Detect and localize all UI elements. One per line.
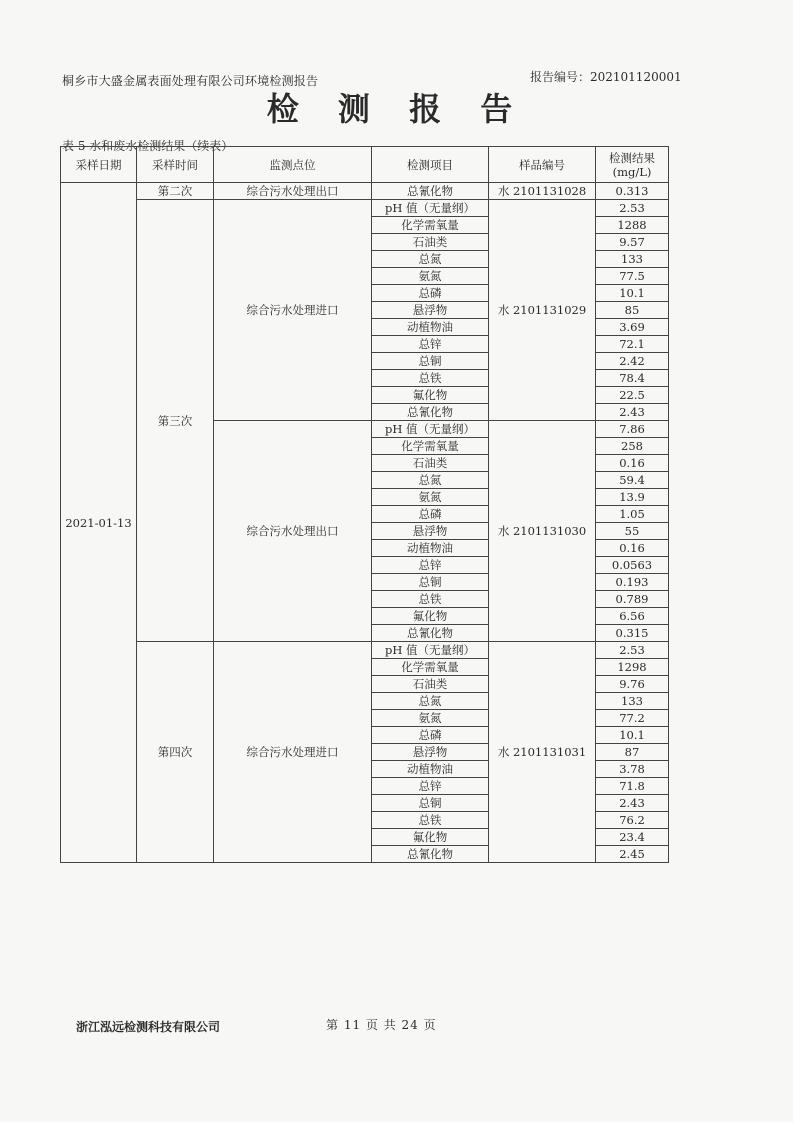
test-item-cell: 总氮 — [372, 693, 489, 710]
result-value-cell: 133 — [596, 251, 669, 268]
test-item-cell: 总磷 — [372, 727, 489, 744]
result-value-cell: 0.313 — [596, 183, 669, 200]
test-item-cell: 总铜 — [372, 353, 489, 370]
test-item-cell: 总氰化物 — [372, 846, 489, 863]
test-item-cell: 总氮 — [372, 472, 489, 489]
result-value-cell: 9.76 — [596, 676, 669, 693]
test-item-cell: 悬浮物 — [372, 523, 489, 540]
result-value-cell: 0.0563 — [596, 557, 669, 574]
col-header-item: 检测项目 — [372, 147, 489, 183]
result-value-cell: 10.1 — [596, 727, 669, 744]
table-header-row — [61, 147, 669, 183]
test-item-cell: 总氮 — [372, 251, 489, 268]
test-item-cell: 动植物油 — [372, 761, 489, 778]
result-value-cell: 87 — [596, 744, 669, 761]
col-header-location: 监测点位 — [214, 147, 372, 183]
result-value-cell: 7.86 — [596, 421, 669, 438]
result-value-cell: 76.2 — [596, 812, 669, 829]
test-item-cell: 总氰化物 — [372, 404, 489, 421]
test-item-cell: 动植物油 — [372, 540, 489, 557]
test-item-cell: 悬浮物 — [372, 302, 489, 319]
test-item-cell: 总铁 — [372, 370, 489, 387]
col-header-date: 采样日期 — [61, 147, 137, 183]
test-item-cell: 氨氮 — [372, 710, 489, 727]
result-value-cell: 85 — [596, 302, 669, 319]
result-value-cell: 0.193 — [596, 574, 669, 591]
table-row — [61, 642, 669, 659]
test-item-cell: 总氰化物 — [372, 625, 489, 642]
result-value-cell: 77.2 — [596, 710, 669, 727]
result-value-cell: 2.42 — [596, 353, 669, 370]
table-row — [61, 200, 669, 217]
result-value-cell: 9.57 — [596, 234, 669, 251]
sample-number-cell: 水 2101131030 — [489, 421, 596, 642]
result-value-cell: 2.43 — [596, 404, 669, 421]
result-value-cell: 1288 — [596, 217, 669, 234]
result-value-cell: 78.4 — [596, 370, 669, 387]
report-number: 报告编号：202101120001 — [530, 70, 682, 84]
company-header: 桐乡市大盛金属表面处理有限公司环境检测报告 — [62, 74, 319, 88]
test-item-cell: 石油类 — [372, 234, 489, 251]
test-item-cell: 总锌 — [372, 778, 489, 795]
result-value-cell: 22.5 — [596, 387, 669, 404]
test-item-cell: 氟化物 — [372, 608, 489, 625]
sampling-time-cell: 第四次 — [137, 642, 214, 863]
result-value-cell: 6.56 — [596, 608, 669, 625]
results-table — [60, 146, 669, 863]
monitoring-point-cell: 综合污水处理出口 — [214, 421, 372, 642]
test-item-cell: 总磷 — [372, 285, 489, 302]
test-item-cell: 氟化物 — [372, 829, 489, 846]
test-item-cell: 动植物油 — [372, 319, 489, 336]
test-item-cell: pH 值（无量纲） — [372, 642, 489, 659]
result-value-cell: 0.315 — [596, 625, 669, 642]
footer-page-number: 第 11 页 共 24 页 — [326, 1018, 437, 1032]
test-item-cell: 总锌 — [372, 336, 489, 353]
test-item-cell: 化学需氧量 — [372, 659, 489, 676]
test-item-cell: 总氰化物 — [372, 183, 489, 200]
result-value-cell: 13.9 — [596, 489, 669, 506]
table-caption: 表 5 水和废水检测结果（续表） — [62, 139, 234, 153]
table-row — [61, 183, 669, 200]
monitoring-point-cell: 综合污水处理出口 — [214, 183, 372, 200]
sampling-time-cell: 第三次 — [137, 200, 214, 642]
monitoring-point-cell: 综合污水处理进口 — [214, 200, 372, 421]
result-value-cell: 59.4 — [596, 472, 669, 489]
result-value-cell: 2.43 — [596, 795, 669, 812]
result-value-cell: 0.16 — [596, 540, 669, 557]
result-value-cell: 72.1 — [596, 336, 669, 353]
col-header-result-label: 检测结果 — [609, 150, 655, 165]
result-value-cell: 1.05 — [596, 506, 669, 523]
result-value-cell: 10.1 — [596, 285, 669, 302]
document-title: 检 测 报 告 — [266, 90, 527, 128]
test-item-cell: 氟化物 — [372, 387, 489, 404]
sampling-time-cell: 第二次 — [137, 183, 214, 200]
result-value-cell: 0.789 — [596, 591, 669, 608]
results-body — [61, 183, 669, 863]
col-header-result-unit: (mg/L) — [612, 164, 652, 179]
col-header-sample-no: 样品编号 — [489, 147, 596, 183]
test-item-cell: 化学需氧量 — [372, 438, 489, 455]
result-value-cell: 23.4 — [596, 829, 669, 846]
result-value-cell: 2.45 — [596, 846, 669, 863]
test-item-cell: 总铜 — [372, 795, 489, 812]
test-item-cell: pH 值（无量纲） — [372, 421, 489, 438]
test-item-cell: 化学需氧量 — [372, 217, 489, 234]
result-value-cell: 3.78 — [596, 761, 669, 778]
test-item-cell: pH 值（无量纲） — [372, 200, 489, 217]
col-header-time: 采样时间 — [137, 147, 214, 183]
result-value-cell: 55 — [596, 523, 669, 540]
test-item-cell: 总锌 — [372, 557, 489, 574]
test-item-cell: 悬浮物 — [372, 744, 489, 761]
result-value-cell: 71.8 — [596, 778, 669, 795]
sample-number-cell: 水 2101131029 — [489, 200, 596, 421]
result-value-cell: 1298 — [596, 659, 669, 676]
result-value-cell: 77.5 — [596, 268, 669, 285]
test-item-cell: 石油类 — [372, 676, 489, 693]
result-value-cell: 258 — [596, 438, 669, 455]
test-item-cell: 氨氮 — [372, 268, 489, 285]
col-header-result — [596, 147, 669, 183]
test-item-cell: 石油类 — [372, 455, 489, 472]
test-item-cell: 总磷 — [372, 506, 489, 523]
monitoring-point-cell: 综合污水处理进口 — [214, 642, 372, 863]
test-item-cell: 总铜 — [372, 574, 489, 591]
result-value-cell: 0.16 — [596, 455, 669, 472]
footer-company: 浙江泓远检测科技有限公司 — [76, 1020, 221, 1034]
sample-number-cell: 水 2101131031 — [489, 642, 596, 863]
result-value-cell: 133 — [596, 693, 669, 710]
result-value-cell: 3.69 — [596, 319, 669, 336]
sampling-date-cell: 2021-01-13 — [61, 183, 137, 863]
result-value-cell: 2.53 — [596, 642, 669, 659]
test-item-cell: 总铁 — [372, 812, 489, 829]
test-item-cell: 总铁 — [372, 591, 489, 608]
sample-number-cell: 水 2101131028 — [489, 183, 596, 200]
result-value-cell: 2.53 — [596, 200, 669, 217]
test-item-cell: 氨氮 — [372, 489, 489, 506]
